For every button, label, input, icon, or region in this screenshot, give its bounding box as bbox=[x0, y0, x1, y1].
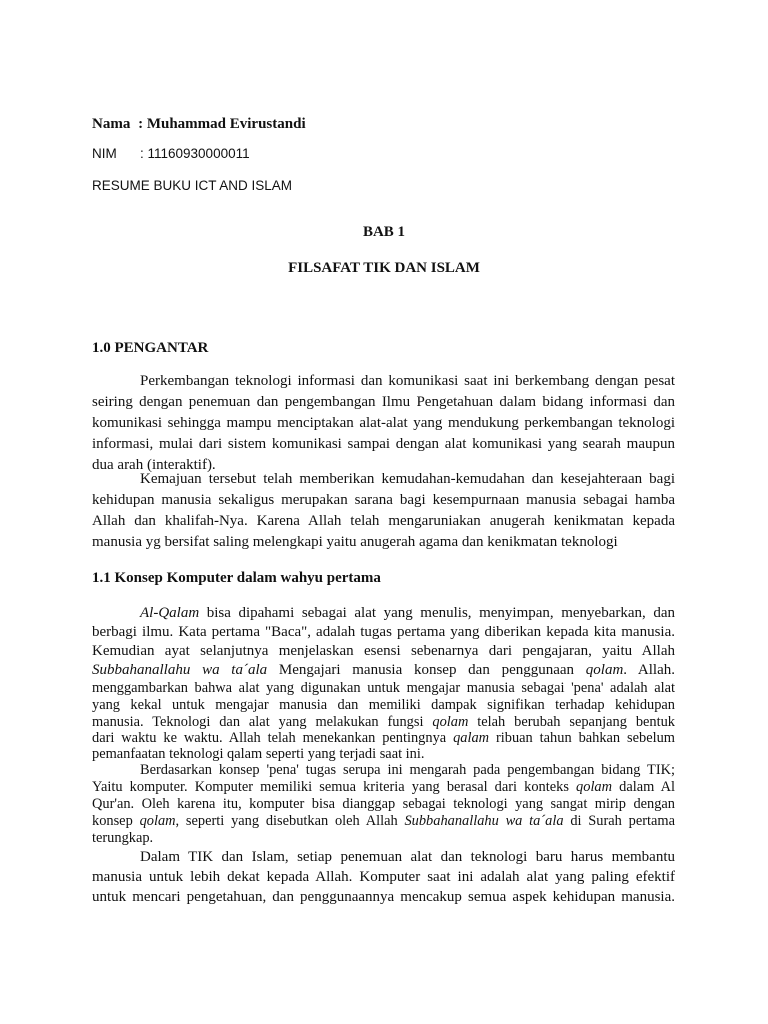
paragraph-line: pemanfaatan teknologi qalam seperti yang terjadi saat ini. bbox=[92, 746, 425, 762]
paragraph-line: seiring dengan penemuan dan pengembangan Ilmu Pengetahuan dalam bidang informasi dan bbox=[92, 394, 675, 410]
paragraph-line: Yaitu komputer. Komputer memiliki semua kriteria yang berasal dari konteks qolam dalam Al bbox=[92, 779, 676, 795]
name-label: Nama bbox=[92, 116, 131, 132]
paragraph-line: menggambarkan bahwa alat yang digunakan untuk mengajar manusia sebagai 'pena' adalah alat bbox=[92, 680, 675, 696]
name-row bbox=[92, 116, 306, 133]
italic-term: qalam bbox=[453, 730, 490, 746]
paragraph-line: Kemajuan tersebut telah memberikan kemudahan-kemudahan dan kesejahteraan bagi bbox=[140, 471, 675, 487]
paragraph-line: Dalam TIK dan Islam, setiap penemuan alat dan teknologi baru harus membantu bbox=[140, 849, 675, 865]
paragraph-line: dua arah (interaktif). bbox=[92, 457, 216, 473]
italic-term: Subbahanallahu wa ta´ala bbox=[92, 662, 268, 678]
paragraph-line: konsep qolam, seperti yang disebutkan oleh Allah Subbahanallahu wa ta´ala di Surah pertama bbox=[92, 813, 675, 829]
section-heading-konsep: 1.1 Konsep Komputer dalam wahyu pertama bbox=[92, 570, 381, 586]
italic-term: qolam bbox=[139, 813, 176, 829]
italic-term: qolam bbox=[432, 714, 469, 730]
paragraph-line: manusia. Teknologi dan alat yang melakukan fungsi qolam telah berubah sepanjang bentuk bbox=[92, 714, 675, 730]
paragraph-line: Kemudian ayat selanjutnya menjelaskan esensi sebenarnya dari pengajaran, yaitu Allah bbox=[92, 643, 675, 659]
paragraph-line: komunikasi sehingga mampu menciptakan alat-alat yang mendukung perkembangan teknologi bbox=[92, 415, 675, 431]
paragraph-line: Al-Qalam bisa dipahami sebagai alat yang menulis, menyimpan, menyebarkan, dan bbox=[140, 605, 675, 621]
resume-title: RESUME BUKU ICT AND ISLAM bbox=[92, 178, 293, 193]
paragraph-line: Subbahanallahu wa ta´ala Mengajari manusia konsep dan penggunaan qolam. Allah. bbox=[92, 662, 676, 678]
nim-row bbox=[92, 146, 250, 161]
paragraph-line: manusia yg bersifat saling melengkapi yaitu anugerah agama dan kenikmatan teknologi bbox=[92, 534, 618, 550]
paragraph-line: informasi, mulai dari sistem komunikasi sampai dengan alat komunikasi yang searah maupun bbox=[92, 436, 675, 452]
italic-term: qolam bbox=[585, 662, 624, 678]
nim-value: : 11160930000011 bbox=[140, 146, 250, 161]
paragraph-line: Berdasarkan konsep 'pena' tugas serupa ini mengarah pada pengembangan bidang TIK; bbox=[140, 762, 675, 778]
paragraph-line: berbagi ilmu. Kata pertama "Baca", adalah tugas pertama yang diberikan kepada kita manusia. bbox=[92, 624, 675, 640]
italic-term: Subbahanallahu wa ta´ala bbox=[404, 813, 564, 829]
italic-term: qolam bbox=[576, 779, 613, 795]
section-heading-pengantar: 1.0 PENGANTAR bbox=[92, 340, 209, 356]
paragraph-line: manusia untuk lebih dekat kepada Allah. Komputer saat ini adalah alat yang paling efektif bbox=[92, 869, 675, 885]
paragraph-line: Qur'an. Oleh karena itu, komputer bisa dianggap sebagai teknologi yang sangat mirip dengan bbox=[92, 796, 675, 812]
paragraph-line: dari waktu ke waktu. Allah telah menekankan pentingnya qalam ribuan tahun bahkan sebelum bbox=[92, 730, 675, 746]
paragraph-line: kehidupan manusia sekaligus merupakan sarana bagi kesempurnaan manusia sebagai hamba bbox=[92, 492, 675, 508]
italic-term: Al-Qalam bbox=[140, 605, 200, 621]
paragraph-line: Perkembangan teknologi informasi dan komunikasi saat ini berkembang dengan pesat bbox=[140, 373, 675, 389]
nim-label: NIM bbox=[92, 146, 117, 161]
paragraph-line: Allah dan khalifah-Nya. Karena Allah telah mengaruniakan anugerah kenikmatan kepada bbox=[92, 513, 675, 529]
paragraph-line: yang kekal untuk mengajar manusia dan memiliki dampak signifikan terhadap kehidupan bbox=[92, 697, 675, 713]
chapter-number: BAB 1 bbox=[362, 224, 406, 240]
chapter-title: FILSAFAT TIK DAN ISLAM bbox=[288, 260, 480, 276]
paragraph-line: untuk mencari pengetahuan, dan penggunaannya mencakup semua aspek kehidupan manusia. bbox=[92, 889, 675, 905]
name-value: : Muhammad Evirustandi bbox=[138, 116, 306, 132]
paragraph-line: terungkap. bbox=[92, 830, 154, 846]
